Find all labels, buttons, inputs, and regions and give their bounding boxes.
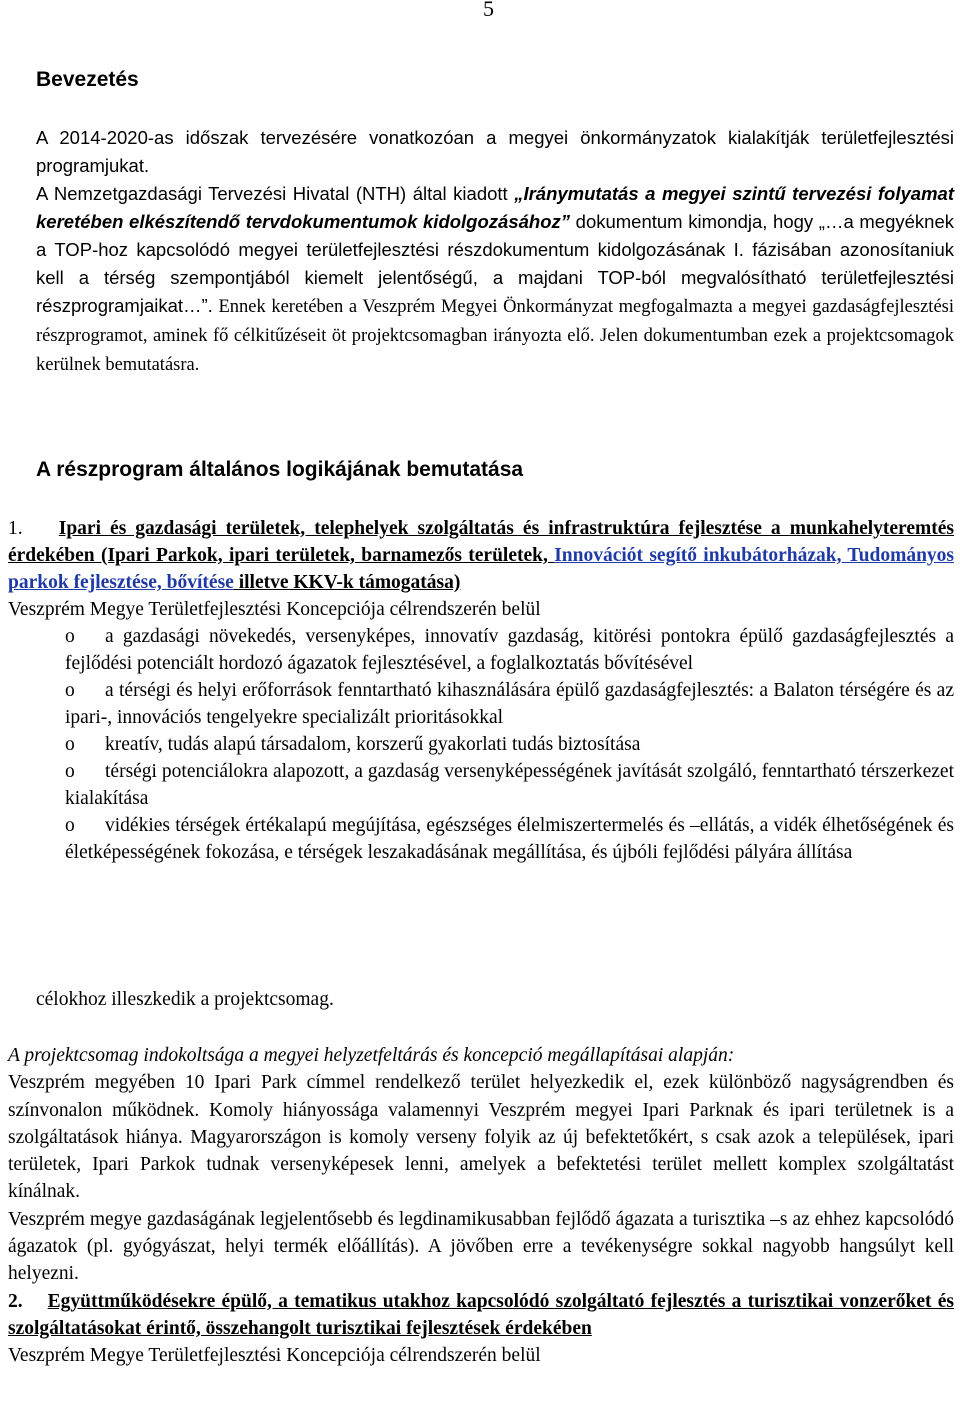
section-1-closing: célokhoz illeszkedik a projektcsomag.: [36, 989, 334, 1010]
section-heading: Bevezetés: [36, 68, 139, 91]
list-item: o a gazdasági növekedés, versenyképes, innovatív gazdaság, kitörési pontokra épülő gazdaságfejlesztés a fejlődési potenciált hordozó ágazatok fejlesztésével, a foglalkoztatás bővítésével: [65, 626, 954, 674]
subheading: A részprogram általános logikájának bemutatása: [36, 458, 524, 481]
justification: [8, 1042, 954, 1370]
list-item: o a térségi és helyi erőforrások fenntartható kihasználására épülő gazdaságfejlesztés: a Balaton térségére és az ipari-, innovációs tengelyekre specializált prioritásokkal: [65, 680, 954, 728]
section-2-intro-line: Veszprém Megye Területfejlesztési Koncepciója célrendszerén belül: [8, 1345, 541, 1367]
list-item: o térségi potenciálokra alapozott, a gazdaság versenyképességének javítását szolgáló, fenntartható térszerkezet kialakítása: [65, 761, 954, 809]
guideline-title: „Iránymutatás a megyei szintű tervezési folyamat keretében elkészítendő tervdokumentumok kidolgozásához”: [36, 183, 954, 232]
page-number: 5: [483, 0, 494, 21]
justification-paragraph-1: Veszprém megyében 10 Ipari Park címmel rendelkező terület helyezkedik el, ezek különböző nagyságrendben és színvonalon működnek. Komoly hiányossága valamennyi Veszprém megyei Ipari Parknak és ipari területnek is a szolgáltatások hiánya. Magyarországon is komoly verseny folyik az új befektetőkért, s csak azok a települések, ipari területek, Ipari Parkok tudnak versenyképesek lenni, amelyek a befektetési terület mellett komplex szolgáltatást kínálnak.: [8, 1072, 954, 1203]
goal-list: [8, 623, 954, 866]
intro-text: [36, 124, 954, 379]
innovation-link[interactable]: Innovációt segítő inkubátorházak, Tudományos parkok fejlesztése, bővítése: [8, 545, 954, 593]
justification-title: A projektcsomag indokoltsága a megyei helyzetfeltárás és koncepció megállapításai alapján:: [8, 1045, 735, 1066]
intro-paragraph-2: A Nemzetgazdasági Tervezési Hivatal (NTH) által kiadott „Iránymutatás a megyei szintű tervezési folyamat keretében elkészítendő tervdokumentumok kidolgozásához” dokumentum kimondja, hogy „…a megyéknek a TOP-hoz kapcsolódó megyei területfejlesztési részdokumentum kidolgozásának I. fázisában azonosítaniuk kell a térség szempontjából kiemelt jelentőségű, a majdani TOP-ból megvalósítható területfejlesztési részprogramjaikat…”. Ennek keretében a Veszprém Megyei Önkormányzat megfogalmazta a megyei gazdaságfejlesztési részprogramot, aminek fő célkitűzéseit öt projektcsomagban irányozta elő. Jelen dokumentumban ezek a projektcsomagok kerülnek bemutatásra.: [36, 183, 954, 375]
section-1-intro-line: Veszprém Megye Területfejlesztési Koncepciója célrendszerén belül: [8, 599, 541, 620]
justification-paragraph-2: Veszprém megye gazdaságának legjelentősebb és legdinamikusabban fejlődő ágazata a turisztika –s az ehhez kapcsolódó ágazatok (pl. gyógyászat, helyi termék előállítás). A jövőben erre a tevékenységre sokkal nagyobb hangsúlyt kell helyezni.: [8, 1208, 954, 1285]
list-item: o vidékies térségek értékalapú megújítása, egészséges élelmiszertermelés és –ellátás, a vidék élhetőségének és életképességének fokozása, e térségek leszakadásának megállítása, és újbóli fejlődési pályára állítása: [65, 815, 954, 863]
list-item: o kreatív, tudás alapú társadalom, korszerű gyakorlati tudás biztosítása: [65, 734, 641, 755]
section-2-title: 2. Együttműködésekre épülő, a tematikus utakhoz kapcsolódó szolgáltató fejlesztés a turisztikai vonzerőket és szolgáltatásokat érintő, összehangolt turisztikai fejlesztések érdekében: [8, 1290, 955, 1339]
section-1-title: 1. Ipari és gazdasági területek, telephelyek szolgáltatás és infrastruktúra fejlesztése a munkahelyteremtés érdekében (Ipari Parkok, ipari területek, barnamezős területek, Innovációt segítő inkubátorházak, Tudományos parkok fejlesztése, bővítése illetve KKV-k támogatása): [8, 518, 954, 593]
intro-paragraph-1: A 2014-2020-as időszak tervezésére vonatkozóan a megyei önkormányzatok kialakítják területfejlesztési programjukat.: [36, 127, 954, 176]
section-1: [8, 515, 954, 866]
